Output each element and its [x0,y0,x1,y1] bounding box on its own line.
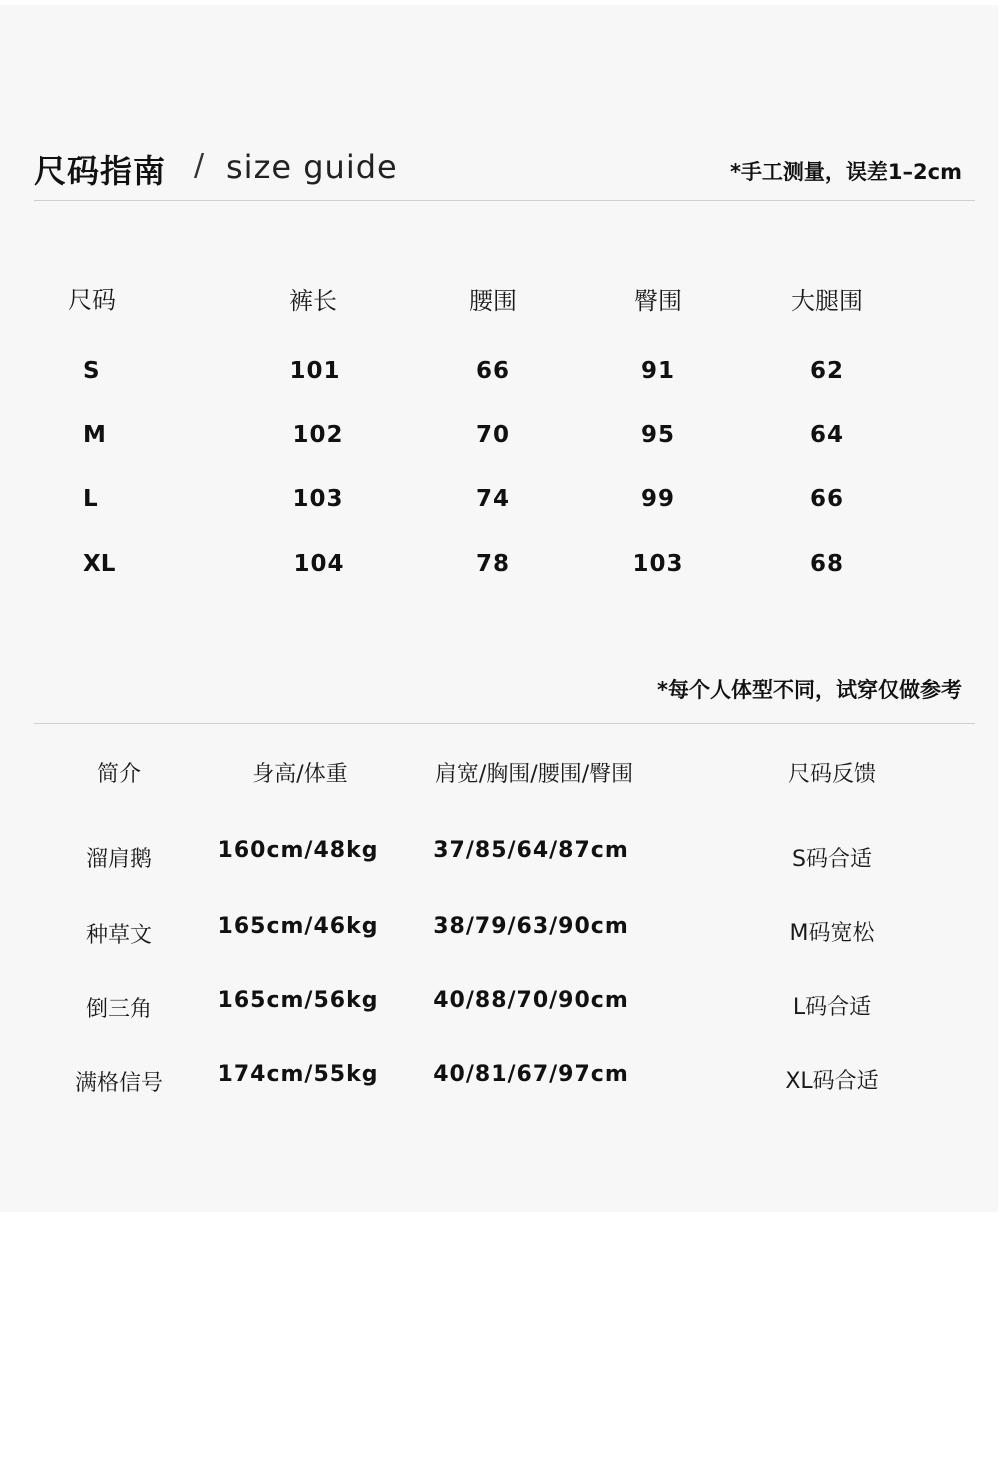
thigh-cell: 66 [809,486,845,512]
header-measurements: 肩宽/胸围/腰围/臀围 [434,762,634,787]
title-divider [34,200,975,201]
profile-cell: 种草文 [85,923,153,948]
hip-cell: 95 [640,422,676,448]
header-size: 尺码 [68,286,116,314]
header-height-weight: 身高/体重 [252,762,348,787]
page-title: 尺码指南 [34,152,167,190]
size-cell: XL [83,551,116,577]
size-cell: M [83,422,106,448]
header-waist: 腰围 [469,287,517,315]
size-cell: S [83,358,100,384]
measurements-cell: 38/79/63/90cm [433,914,629,939]
thigh-cell: 68 [809,551,845,577]
fit-divider [34,723,975,724]
size-cell: L [83,486,98,512]
hip-cell: 91 [640,358,676,384]
fit-disclaimer: *每个人体型不同，试穿仅做参考 [657,678,962,702]
height-weight-cell: 165cm/56kg [217,988,379,1013]
height-weight-cell: 165cm/46kg [217,914,379,939]
height-weight-cell: 160cm/48kg [217,838,379,863]
feedback-cell: M码宽松 [789,921,875,946]
title-row [34,146,964,190]
header-thigh: 大腿围 [791,287,863,315]
header-feedback: 尺码反馈 [787,762,877,787]
profile-cell: 满格信号 [74,1071,164,1096]
length-cell: 101 [289,358,341,384]
thigh-cell: 64 [809,422,845,448]
profile-cell: 倒三角 [85,997,153,1022]
waist-cell: 66 [475,358,511,384]
measurements-cell: 40/88/70/90cm [433,988,629,1013]
measurements-cell: 37/85/64/87cm [433,838,629,863]
height-weight-cell: 174cm/55kg [217,1062,379,1087]
waist-cell: 74 [475,486,511,512]
header-hip: 臀围 [634,287,682,315]
length-cell: 104 [293,551,345,577]
hip-cell: 99 [640,486,676,512]
length-cell: 102 [292,422,344,448]
feedback-cell: L码合适 [792,995,872,1020]
measurement-note: *手工测量，误差1–2cm [729,160,962,184]
title-separator: / [194,148,205,183]
waist-cell: 78 [475,551,511,577]
page-subtitle: size guide [226,148,398,186]
measurements-cell: 40/81/67/97cm [433,1062,629,1087]
profile-cell: 溜肩鹅 [85,847,153,872]
length-cell: 103 [292,486,344,512]
feedback-cell: XL码合适 [785,1069,879,1094]
header-length: 裤长 [289,287,337,315]
waist-cell: 70 [475,422,511,448]
header-profile: 简介 [96,762,142,787]
thigh-cell: 62 [809,358,845,384]
feedback-cell: S码合适 [792,847,872,872]
hip-cell: 103 [632,551,684,577]
